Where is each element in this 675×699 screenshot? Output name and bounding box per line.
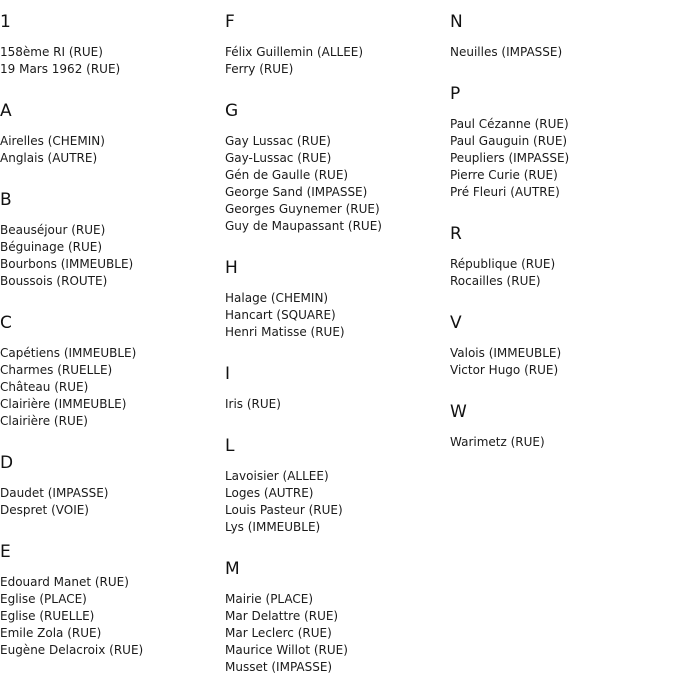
letter-group (225, 258, 450, 341)
street-link[interactable]: Peupliers (IMPASSE) (450, 151, 570, 165)
index-column (450, 12, 675, 474)
letter-group (225, 559, 450, 676)
letter-group (0, 101, 225, 167)
index-column (225, 12, 450, 699)
street-list (0, 222, 225, 290)
street-list (450, 434, 675, 451)
letter-heading: C (0, 313, 12, 333)
street-link[interactable]: Iris (RUE) (225, 397, 281, 411)
letter-heading: W (450, 402, 467, 422)
street-link[interactable]: Valois (IMMEUBLE) (450, 346, 562, 360)
street-link[interactable]: 19 Mars 1962 (RUE) (0, 62, 121, 76)
letter-group (0, 313, 225, 430)
letter-heading: N (450, 12, 463, 32)
street-link[interactable]: Mairie (PLACE) (225, 592, 314, 606)
letter-heading: D (0, 453, 14, 473)
street-link[interactable]: Charmes (RUELLE) (0, 363, 113, 377)
street-link[interactable]: Gén de Gaulle (RUE) (225, 168, 349, 182)
street-link[interactable]: Georges Guynemer (RUE) (225, 202, 380, 216)
street-list (0, 44, 225, 78)
letter-heading: B (0, 190, 12, 210)
street-link[interactable]: Henri Matisse (RUE) (225, 325, 345, 339)
street-link[interactable]: Eugène Delacroix (RUE) (0, 643, 144, 657)
street-link[interactable]: Félix Guillemin (ALLEE) (225, 45, 364, 59)
street-list (450, 116, 675, 201)
letter-heading: I (225, 364, 231, 384)
street-link[interactable]: Pré Fleuri (AUTRE) (450, 185, 560, 199)
letter-group (225, 436, 450, 536)
letter-group (0, 453, 225, 519)
street-link[interactable]: Rocailles (RUE) (450, 274, 541, 288)
street-link[interactable]: Lys (IMMEUBLE) (225, 520, 321, 534)
letter-group (450, 402, 675, 451)
letter-heading: H (225, 258, 238, 278)
street-link[interactable]: Halage (CHEMIN) (225, 291, 329, 305)
letter-group (0, 12, 225, 78)
street-link[interactable]: Boussois (ROUTE) (0, 274, 108, 288)
street-link[interactable]: Despret (VOIE) (0, 503, 89, 517)
letter-group (450, 12, 675, 61)
street-link[interactable]: Daudet (IMPASSE) (0, 486, 109, 500)
street-list (225, 133, 450, 235)
street-link[interactable]: Anglais (AUTRE) (0, 151, 98, 165)
street-list (225, 591, 450, 676)
street-list (225, 290, 450, 341)
letter-group (225, 364, 450, 413)
street-list (225, 468, 450, 536)
street-list (0, 574, 225, 659)
letter-group (0, 190, 225, 290)
street-link[interactable]: Mar Leclerc (RUE) (225, 626, 332, 640)
street-list (0, 133, 225, 167)
street-link[interactable]: Airelles (CHEMIN) (0, 134, 105, 148)
street-link[interactable]: Louis Pasteur (RUE) (225, 503, 343, 517)
street-link[interactable]: Maurice Willot (RUE) (225, 643, 348, 657)
street-link[interactable]: Capétiens (IMMEUBLE) (0, 346, 137, 360)
letter-heading: F (225, 12, 235, 32)
index-column (0, 12, 225, 682)
street-link[interactable]: Ferry (RUE) (225, 62, 294, 76)
letter-group (450, 313, 675, 379)
street-link[interactable]: Warimetz (RUE) (450, 435, 545, 449)
letter-group (450, 84, 675, 201)
street-link[interactable]: Lavoisier (ALLEE) (225, 469, 329, 483)
letter-heading: V (450, 313, 462, 333)
street-list (225, 396, 450, 413)
street-list (225, 44, 450, 78)
letter-heading: E (0, 542, 11, 562)
street-link[interactable]: Beauséjour (RUE) (0, 223, 106, 237)
street-link[interactable]: Béguinage (RUE) (0, 240, 103, 254)
street-link[interactable]: Victor Hugo (RUE) (450, 363, 559, 377)
letter-heading: R (450, 224, 462, 244)
street-list (450, 44, 675, 61)
letter-group (0, 542, 225, 659)
street-link[interactable]: Musset (IMPASSE) (225, 660, 333, 674)
street-list (450, 256, 675, 290)
street-link[interactable]: Bourbons (IMMEUBLE) (0, 257, 134, 271)
street-link[interactable]: Clairière (IMMEUBLE) (0, 397, 127, 411)
letter-heading: P (450, 84, 461, 104)
street-link[interactable]: Neuilles (IMPASSE) (450, 45, 563, 59)
street-link[interactable]: Emile Zola (RUE) (0, 626, 102, 640)
street-link[interactable]: 158ème RI (RUE) (0, 45, 103, 59)
street-link[interactable]: Hancart (SQUARE) (225, 308, 336, 322)
letter-group (450, 224, 675, 290)
street-link[interactable]: Mar Delattre (RUE) (225, 609, 339, 623)
street-link[interactable]: Paul Cézanne (RUE) (450, 117, 569, 131)
street-link[interactable]: Gay-Lussac (RUE) (225, 151, 332, 165)
letter-group (225, 101, 450, 235)
street-link[interactable]: Pierre Curie (RUE) (450, 168, 558, 182)
street-link[interactable]: Guy de Maupassant (RUE) (225, 219, 382, 233)
street-link[interactable]: Paul Gauguin (RUE) (450, 134, 568, 148)
letter-group (225, 12, 450, 78)
street-link[interactable]: Edouard Manet (RUE) (0, 575, 129, 589)
letter-heading: 1 (0, 12, 11, 32)
street-link[interactable]: République (RUE) (450, 257, 556, 271)
street-list (0, 485, 225, 519)
letter-heading: L (225, 436, 235, 456)
street-link[interactable]: Eglise (PLACE) (0, 592, 87, 606)
letter-heading: A (0, 101, 12, 121)
street-list (0, 345, 225, 430)
street-link[interactable]: Clairière (RUE) (0, 414, 88, 428)
letter-heading: G (225, 101, 239, 121)
street-link[interactable]: George Sand (IMPASSE) (225, 185, 368, 199)
street-list (450, 345, 675, 379)
street-link[interactable]: Eglise (RUELLE) (0, 609, 95, 623)
letter-heading: M (225, 559, 240, 579)
street-link[interactable]: Gay Lussac (RUE) (225, 134, 331, 148)
street-link[interactable]: Loges (AUTRE) (225, 486, 314, 500)
street-link[interactable]: Château (RUE) (0, 380, 89, 394)
